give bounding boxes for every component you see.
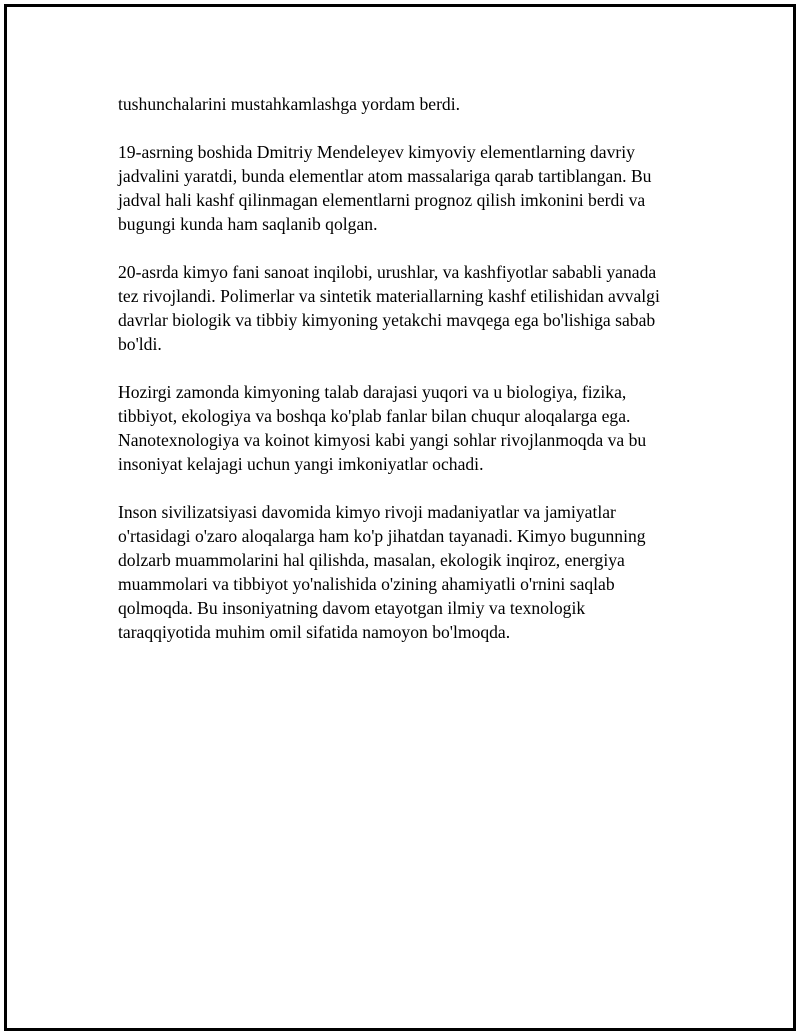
paragraph-1: tushunchalarini mustahkamlashga yordam berdi. <box>118 94 461 114</box>
paragraph-3: 20-asrda kimyo fani sanoat inqilobi, urushlar, va kashfiyotlar sababli yanada tez rivojlandi. Polimerlar va sintetik materiallarning kashf etilishidan avvalgi davrlar biologik va tibbiy kimyoning yetakchi mavqega ega bo'lishiga sabab bo'ldi. <box>118 262 660 354</box>
document-body <box>118 92 708 668</box>
paragraph-4: Hozirgi zamonda kimyoning talab darajasi yuqori va u biologiya, fizika, tibbiyot, ekologiya va boshqa ko'plab fanlar bilan chuqur aloqalarga ega. Nanotexnologiya va koinot kimyosi kabi yangi sohlar rivojlanmoqda va bu insoniyat kelajagi uchun yangi imkoniyatlar ochadi. <box>118 382 647 474</box>
paragraph-2: 19-asrning boshida Dmitriy Mendeleyev kimyoviy elementlarning davriy jadvalini yaratdi, bunda elementlar atom massalariga qarab tartiblangan. Bu jadval hali kashf qilinmagan elementlarni prognoz qilish imkonini berdi va bugungi kunda ham saqlanib qolgan. <box>118 142 652 234</box>
paragraph-5: Inson sivilizatsiyasi davomida kimyo rivoji madaniyatlar va jamiyatlar o'rtasidagi o'zaro aloqalarga ham ko'p jihatdan tayanadi. Kimyo bugunning dolzarb muammolarini hal qilishda, masalan, ekologik inqiroz, energiya muammolari va tibbiyot yo'nalishida o'zining ahamiyatli o'rnini saqlab qolmoqda. Bu insoniyatning davom etayotgan ilmiy va texnologik taraqqiyotida muhim omil sifatida namoyon bo'lmoqda. <box>118 502 646 642</box>
